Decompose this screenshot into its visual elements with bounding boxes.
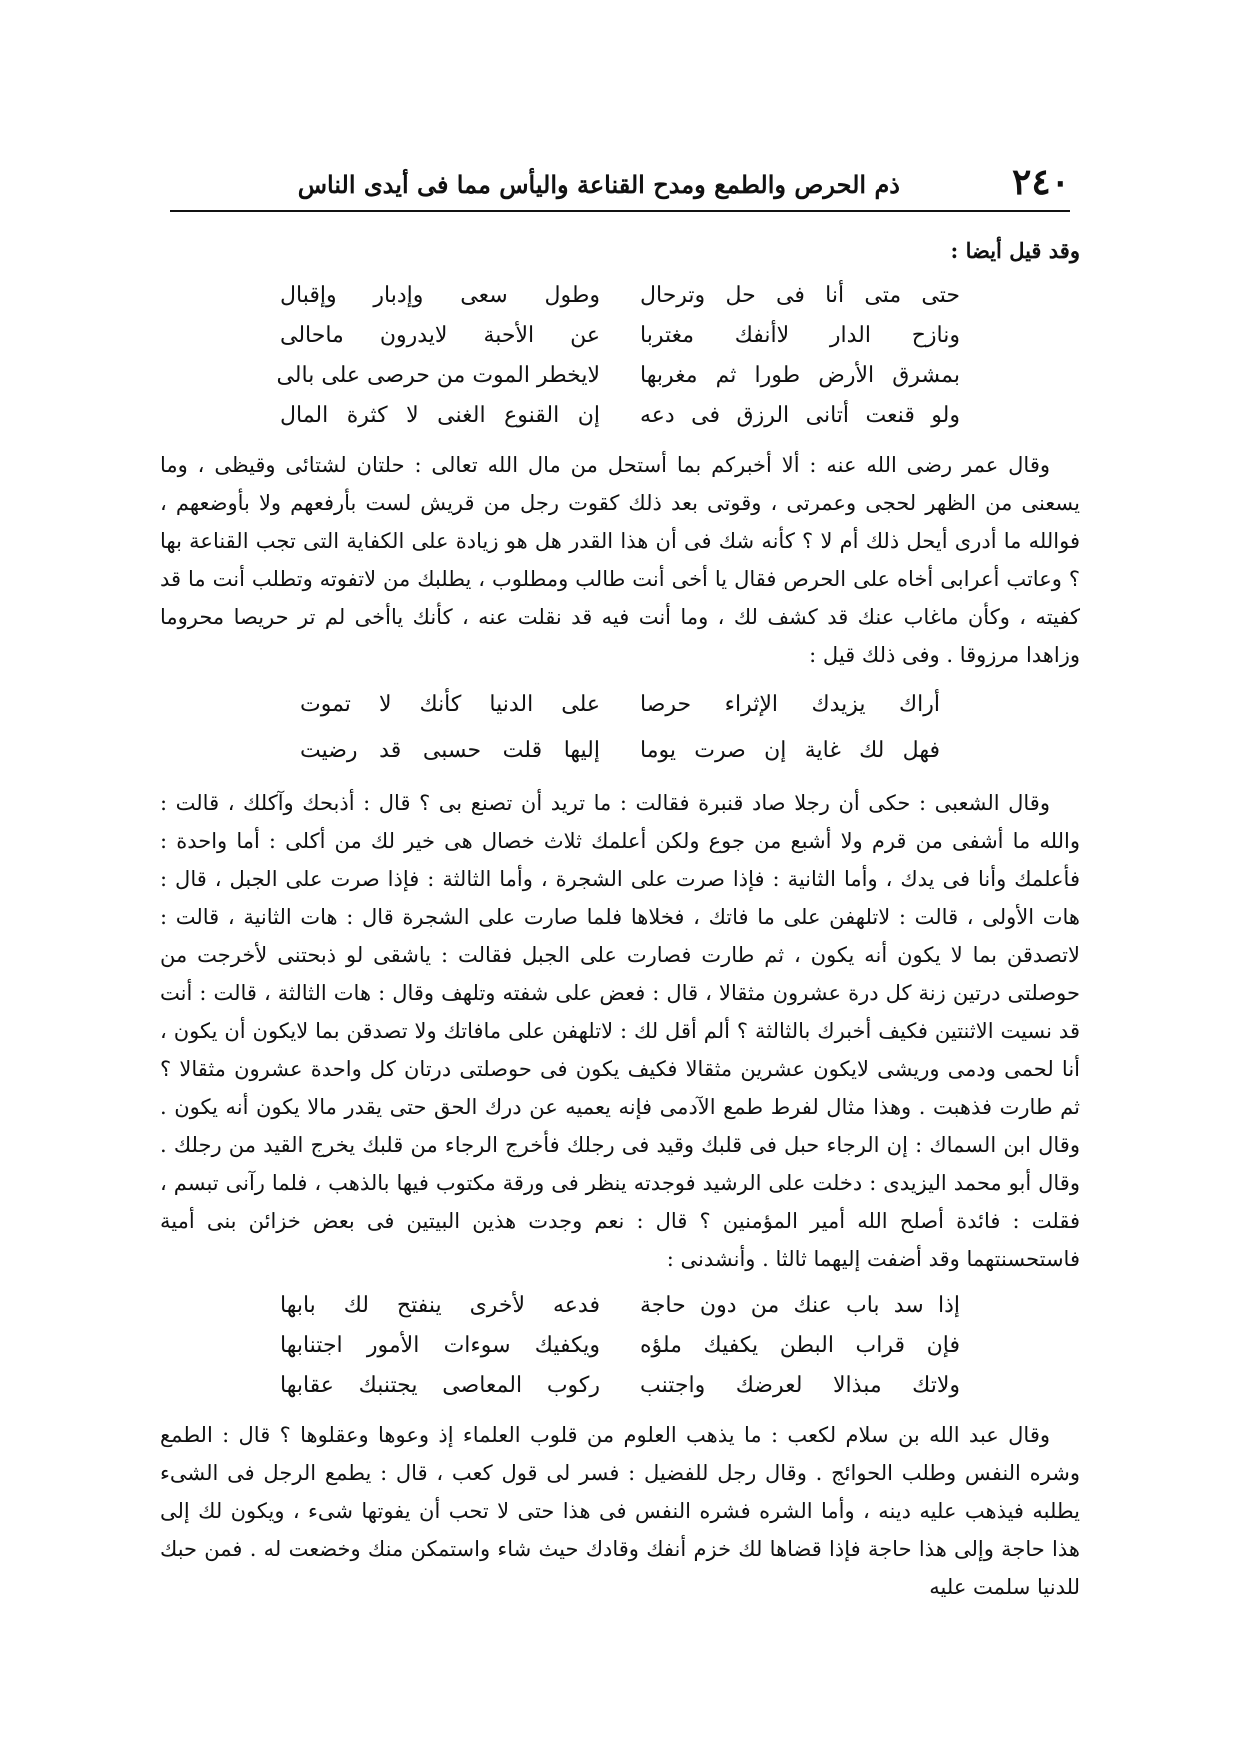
first-hemistich: فإن قراب البطن يكفيك ملؤه <box>640 1333 960 1358</box>
second-hemistich: فدعه لأخرى ينفتح لك بابها <box>280 1293 600 1318</box>
poem-2 <box>160 682 1080 774</box>
page-body <box>160 232 1080 1614</box>
second-hemistich: إليها قلت حسبى قد رضيت <box>300 738 600 763</box>
verse <box>160 396 1080 436</box>
second-hemistich: ويكفيك سوءات الأمور اجتنابها <box>280 1333 600 1358</box>
first-hemistich: ولاتك مبذالا لعرضك واجتنب <box>640 1373 960 1398</box>
second-hemistich: على الدنيا كأنك لا تموت <box>300 692 600 717</box>
first-hemistich: أراك يزيدك الإثراء حرصا <box>640 692 940 717</box>
verse <box>160 316 1080 356</box>
poem-3 <box>160 1286 1080 1406</box>
intro-line: وقد قيل أيضا : <box>950 238 1080 263</box>
second-hemistich: عن الأحبة لايدرون ماحالى <box>280 323 600 348</box>
first-hemistich: فهل لك غاية إن صرت يوما <box>640 738 940 763</box>
first-hemistich: ولو قنعت أتانى الرزق فى دعه <box>640 403 960 428</box>
page-number: ٢٤٠ <box>1011 161 1070 203</box>
paragraph-umar: وقال عمر رضى الله عنه : ألا أخبركم بما أستحل من مال الله تعالى : حلتان لشتائى وقيظى ، وما يسعنى من الظهر لحجى وعمرتى ، وقوتى بعد ذلك كقوت رجل من قريش لست بأرفعهم ولا بأوضعهم ، فوالله ما أدرى أيحل ذلك أم لا ؟ كأنه شك فى أن هذا القدر هل هو زيادة على الكفاية التى تجب القناعة بها ؟ وعاتب أعرابى أخاه على الحرص فقال يا أخى أنت طالب ومطلوب ، يطلبك من لاتفوته وتطلب أنت ما قد كفيته ، وكأن ماغاب عنك قد كشف لك ، وما أنت فيه قد نقلت عنه ، كأنك ياأخى لم تر حريصا محروما وزاهدا مرزوقا . وفى ذلك قيل : <box>160 453 1080 667</box>
paragraph-shabi: وقال الشعبى : حكى أن رجلا صاد قنبرة فقالت : ما تريد أن تصنع بى ؟ قال : أذبحك وآكلك ، قالت : والله ما أشفى من قرم ولا أشبع من جوع ولكن أعلمك ثلاث خصال هى خير لك من أكلى : أما واحدة : فأعلمك وأنا فى يدك ، وأما الثانية : فإذا صرت على الشجرة ، وأما الثالثة : فإذا صرت على الجبل ، قال : هات الأولى ، قالت : لاتلهفن على ما فاتك ، فخلاها فلما صارت على الشجرة قال : هات الثانية ، قالت : لاتصدقن بما لا يكون أنه يكون ، ثم طارت فصارت على الجبل فقالت : ياشقى لو ذبحتنى لأخرجت من حوصلتى درتين زنة كل درة عشرون مثقالا ، قال : فعض على شفته وتلهف وقال : هات الثالثة ، قالت : أنت قد نسيت الاثنتين فكيف أخبرك بالثالثة ؟ ألم أقل لك : لاتلهفن على مافاتك ولا تصدقن بما لايكون أن يكون ، أنا لحمى ودمى وريشى لايكون عشرين مثقالا فكيف يكون فى حوصلتى درتان كل واحدة عشرون مثقالا ؟ ثم طارت فذهبت . وهذا مثال لفرط طمع الآدمى فإنه يعميه عن درك الحق حتى يقدر مالا يكون أنه يكون . وقال ابن السماك : إن الرجاء حبل فى قلبك وقيد فى رجلك فأخرج الرجاء من قلبك يخرج القيد من رجلك . وقال أبو محمد اليزيدى : دخلت على الرشيد فوجدته ينظر فى ورقة مكتوب فيها بالذهب ، فلما رآنى تبسم ، فقلت : فائدة أصلح الله أمير المؤمنين ؟ قال : نعم وجدت هذين البيتين فى بعض خزائن بنى أمية فاستحسنتهما وقد أضفت إليهما ثالثا . وأنشدنى : <box>160 791 1080 1271</box>
verse <box>160 276 1080 316</box>
first-hemistich: ونازح الدار لاأنفك مغتربا <box>640 323 960 348</box>
running-head <box>170 160 1070 212</box>
verse <box>160 356 1080 396</box>
verse <box>160 682 1080 728</box>
verse <box>160 1326 1080 1366</box>
first-hemistich: حتى متى أنا فى حل وترحال <box>640 283 960 308</box>
verse <box>160 1286 1080 1326</box>
paragraph-abdullah-ibn-salam: وقال عبد الله بن سلام لكعب : ما يذهب العلوم من قلوب العلماء إذ وعوها وعقلوها ؟ قال : الطمع وشره النفس وطلب الحوائج . وقال رجل للفضيل : فسر لى قول كعب ، قال : يطمع الرجل فى الشىء يطلبه فيذهب عليه دينه ، وأما الشره فشره النفس فى هذا حتى لا تحب أن يفوتها شىء ، ويكون لك إلى هذا حاجة وإلى هذا حاجة فإذا قضاها لك خزم أنفك وقادك حيث شاء واستمكن منك وخضعت له . فمن حبك للدنيا سلمت عليه <box>160 1423 1080 1599</box>
first-hemistich: إذا سد باب عنك من دون حاجة <box>640 1293 960 1318</box>
second-hemistich: ركوب المعاصى يجتنبك عقابها <box>280 1373 600 1398</box>
verse <box>160 1366 1080 1406</box>
second-hemistich: وطول سعى وإدبار وإقبال <box>280 283 600 308</box>
second-hemistich: لايخطر الموت من حرصى على بالى <box>276 363 600 388</box>
second-hemistich: إن القنوع الغنى لا كثرة المال <box>280 403 600 428</box>
running-title: ذم الحرص والطمع ومدح القناعة واليأس مما فى أيدى الناس <box>297 170 900 199</box>
poem-1 <box>160 276 1080 436</box>
first-hemistich: بمشرق الأرض طورا ثم مغربها <box>640 363 960 388</box>
verse <box>160 728 1080 774</box>
